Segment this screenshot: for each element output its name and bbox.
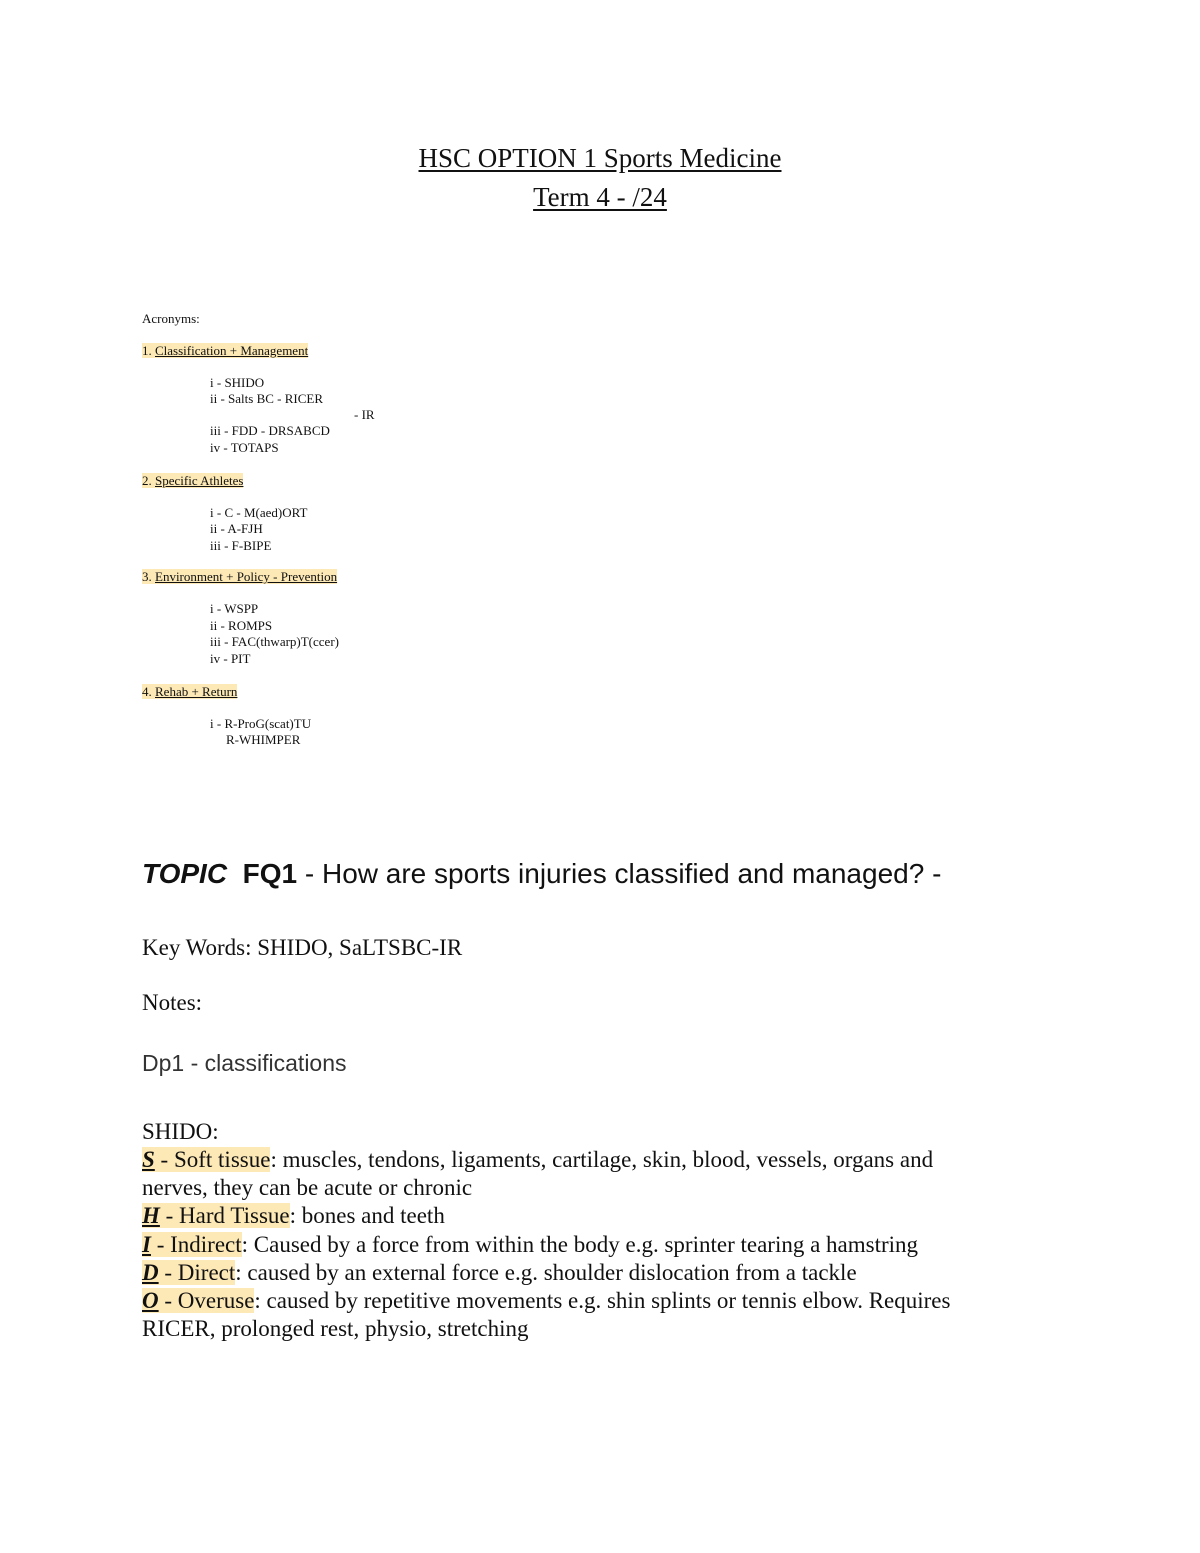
acronym-section-heading: 2. Specific Athletes <box>142 473 244 488</box>
acronym-item: ii - A-FJH <box>210 521 263 536</box>
acronym-item: i - SHIDO <box>210 375 265 390</box>
shido-entry-continued: RICER, prolonged rest, physio, stretching <box>142 1316 529 1342</box>
shido-entry: D - Direct: caused by an external force e.g. shoulder dislocation from a tackle <box>142 1259 857 1285</box>
acronym-item: i - WSPP <box>210 601 259 616</box>
acronym-section-heading: 3. Environment + Policy - Prevention <box>142 569 338 584</box>
acronym-item: iii - FAC(thwarp)T(ccer) <box>210 634 339 649</box>
shido-entry: S - Soft tissue: muscles, tendons, ligaments, cartilage, skin, blood, vessels, organs and <box>142 1147 934 1172</box>
dot-point-heading: Dp1 - classifications <box>142 1050 347 1076</box>
acronym-section-heading: 4. Rehab + Return <box>142 684 238 699</box>
acronym-item: R-WHIMPER <box>226 732 301 747</box>
acronyms-heading: Acronyms: <box>142 311 200 326</box>
notes-label: Notes: <box>142 990 203 1015</box>
acronym-item: ii - Salts BC - RICER <box>210 391 324 406</box>
acronym-item: i - R-ProG(scat)TU <box>210 716 312 731</box>
shido-entry: O - Overuse: caused by repetitive movements e.g. shin splints or tennis elbow. Requires <box>142 1288 951 1314</box>
shido-entry: I - Indirect: Caused by a force from within the body e.g. sprinter tearing a hamstring <box>142 1231 919 1257</box>
acronym-item: - IR <box>354 407 375 422</box>
acronym-item: iii - FDD - DRSABCD <box>210 423 330 438</box>
acronym-item: iii - F-BIPE <box>210 538 272 553</box>
shido-heading: SHIDO: <box>142 1119 219 1144</box>
document-subtitle: Term 4 - /24 <box>533 182 667 212</box>
acronym-item: iv - PIT <box>210 651 251 666</box>
acronym-item: iv - TOTAPS <box>210 440 279 455</box>
shido-entry-continued: nerves, they can be acute or chronic <box>142 1175 473 1201</box>
acronym-item: i - C - M(aed)ORT <box>210 505 308 520</box>
shido-entry: H - Hard Tissue: bones and teeth <box>142 1203 445 1229</box>
acronym-item: ii - ROMPS <box>210 618 273 633</box>
document-title: HSC OPTION 1 Sports Medicine <box>418 143 782 173</box>
shido-list <box>142 1146 1042 1343</box>
topic-heading: TOPIC FQ1 - How are sports injuries classified and managed? - <box>142 858 942 889</box>
key-words: Key Words: SHIDO, SaLTSBC-IR <box>142 935 463 960</box>
acronym-section-heading: 1. Classification + Management <box>142 343 309 358</box>
